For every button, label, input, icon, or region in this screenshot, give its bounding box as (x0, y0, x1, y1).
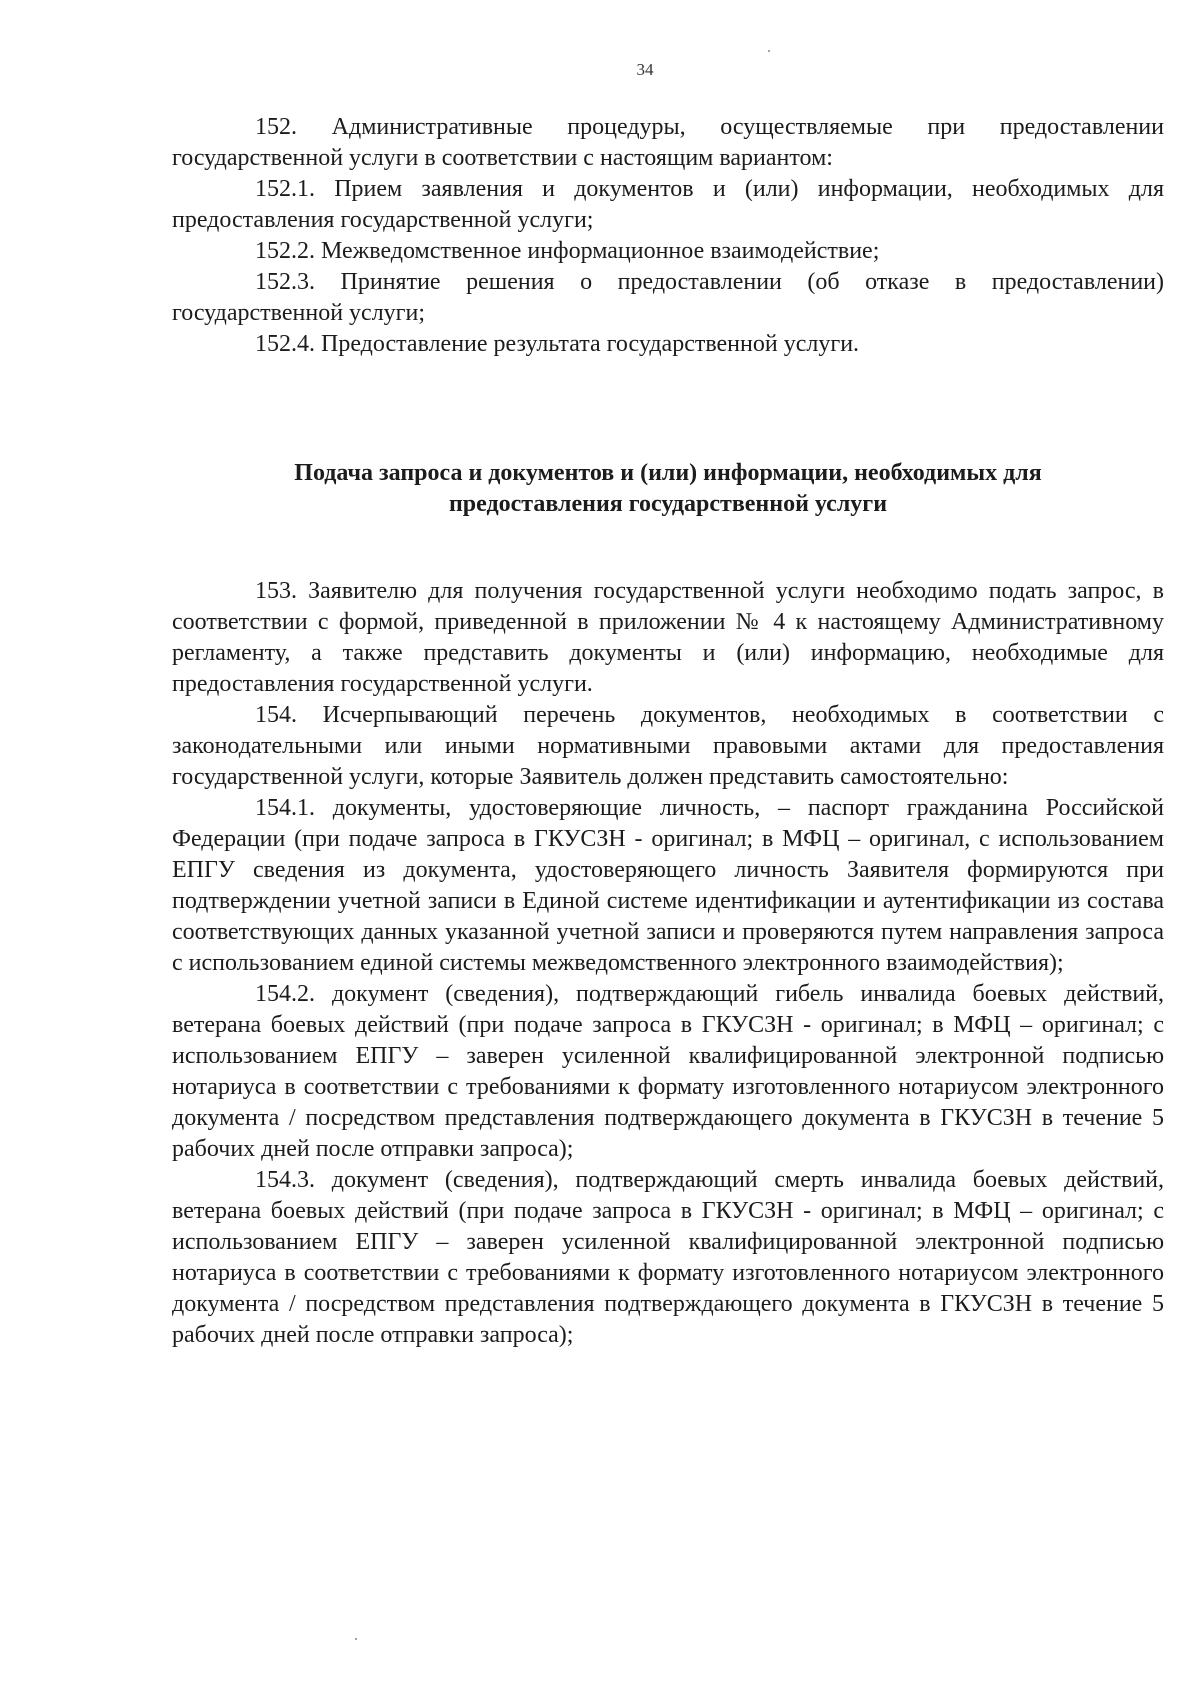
paragraph-154: 154. Исчерпывающий перечень документов, необходимых в соответствии с законодательными или иными нормативными правовыми актами для предоставления государственной услуги, которые Заявитель должен представить самостоятельно: (172, 702, 1164, 790)
paragraph-153: 153. Заявителю для получения государственной услуги необходимо подать запрос, в соответствии с формой, приведенной в приложении № 4 к настоящему Административному регламенту, а также представить документы и (или) информацию, необходимые для предоставления государственной услуги. (172, 578, 1164, 697)
section-heading-line2: предоставления государственной услуги (448, 491, 888, 517)
paragraph-154-1: 154.1. документы, удостоверяющие личность, – паспорт гражданина Российской Федерации (при подаче запроса в ГКУСЗН - оригинал; в МФЦ – оригинал, с использованием ЕПГУ сведения из документа, удостоверяющего личность Заявителя формируются при подтверждении учетной записи в Единой системе идентификации и аутентификации из состава соответствующих данных указанной учетной записи и проверяются путем направления запроса с использованием единой системы межведомственного электронного взаимодействия); (172, 795, 1164, 976)
paragraph-152-1: 152.1. Прием заявления и документов и (или) информации, необходимых для предоставления государственной услуги; (172, 176, 1164, 233)
admin-procedures-section (172, 112, 1164, 360)
paragraph-154-2: 154.2. документ (сведения), подтверждающий гибель инвалида боевых действий, ветерана боевых действий (при подаче запроса в ГКУСЗН - оригинал; в МФЦ – оригинал; с использованием ЕПГУ – заверен усиленной квалифицированной электронной подписью нотариуса в соответствии с требованиями к формату изготовленного нотариусом электронного документа / посредством представления подтверждающего документа в ГКУСЗН в течение 5 рабочих дней после отправки запроса); (172, 981, 1164, 1162)
scan-speck (355, 1638, 357, 1640)
paragraph-152: 152. Административные процедуры, осуществляемые при предоставлении государственной услуги в соответствии с настоящим вариантом: (172, 114, 1164, 171)
paragraph-152-4: 152.4. Предоставление результата государственной услуги. (255, 331, 860, 357)
submission-section (172, 576, 1164, 1351)
scan-speck (768, 50, 770, 52)
paragraph-154-3: 154.3. документ (сведения), подтверждающий смерть инвалида боевых действий, ветерана боевых действий (при подаче запроса в ГКУСЗН - оригинал; в МФЦ – оригинал; с использованием ЕПГУ – заверен усиленной квалифицированной электронной подписью нотариуса в соответствии с требованиями к формату изготовленного нотариусом электронного документа / посредством представления подтверждающего документа в ГКУСЗН в течение 5 рабочих дней после отправки запроса); (172, 1167, 1164, 1348)
page-number: 34 (636, 60, 654, 79)
section-heading-line1: Подача запроса и документов и (или) информации, необходимых для (294, 460, 1042, 486)
section-heading (172, 458, 1164, 520)
paragraph-152-3: 152.3. Принятие решения о предоставлении (об отказе в предоставлении) государственной услуги; (172, 269, 1164, 326)
paragraph-152-2: 152.2. Межведомственное информационное взаимодействие; (255, 238, 880, 264)
